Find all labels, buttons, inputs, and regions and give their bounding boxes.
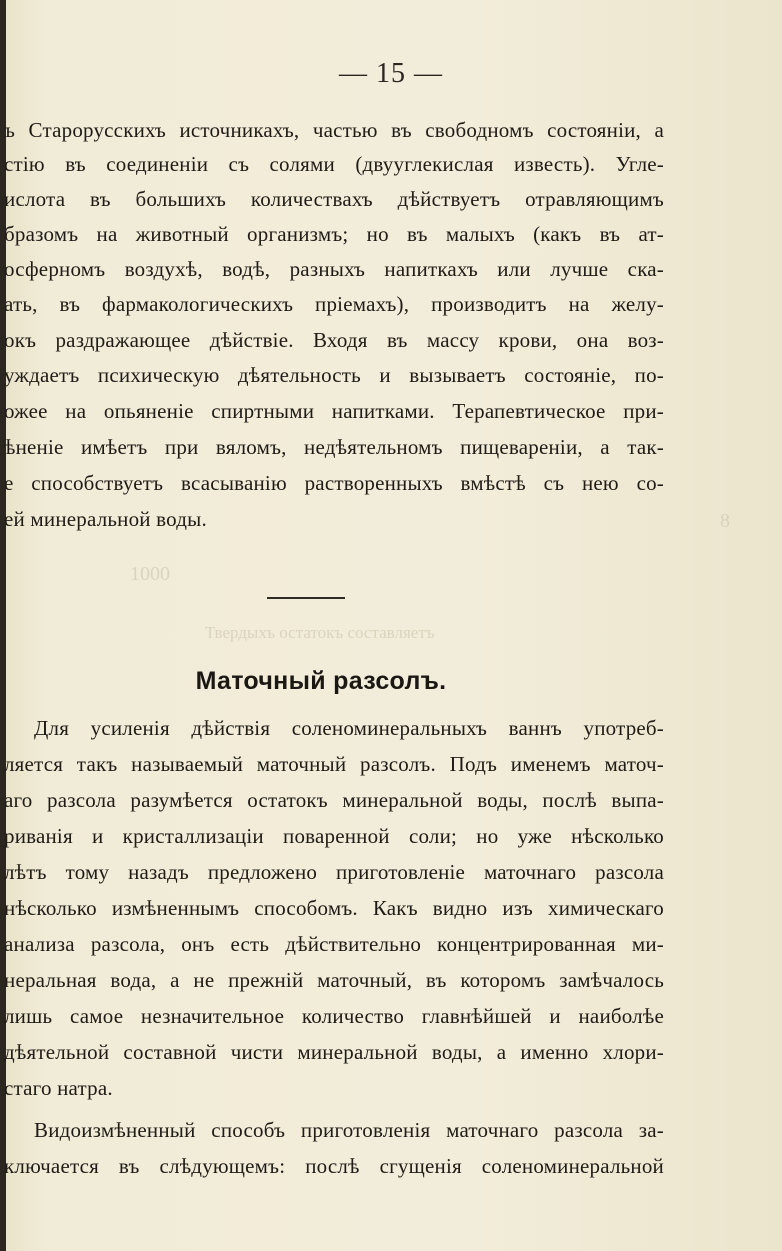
text-line: Для усиленія дѣйствія соленоминеральныхъ ваннъ употреб- [34, 716, 664, 740]
text-line: ей минеральной воды. [4, 507, 207, 531]
text-line: ислота въ большихъ количествахъ дѣйствуетъ отравляющимъ [4, 187, 664, 211]
text-line: стію въ соединеніи съ солями (двууглекислая известь). Угле- [4, 152, 664, 176]
text-line: е способствуетъ всасыванію растворенныхъ вмѣстѣ съ нею со- [4, 471, 664, 495]
text-line: окъ раздражающее дѣйствіе. Входя въ массу крови, она воз- [4, 328, 664, 352]
text-line: риванія и кристаллизаціи поваренной соли; но уже нѣсколько [4, 824, 664, 848]
text-line: ожее на опьяненіе спиртными напитками. Терапевтическое при- [4, 399, 664, 423]
text-line: нѣсколько измѣненнымъ способомъ. Какъ видно изъ химическаго [4, 896, 664, 920]
text-line: ѣненіе имѣетъ при вяломъ, недѣятельномъ пищевареніи, а так- [4, 435, 664, 459]
text-line: неральная вода, а не прежній маточный, въ которомъ замѣчалось [4, 968, 664, 992]
text-line: лѣтъ тому назадъ предложено приготовленіе маточнаго разсола [4, 860, 664, 884]
show-through-text: Твердыхъ остатокъ составляетъ [205, 623, 435, 642]
section-heading: Маточный разсолъ. [195, 667, 447, 695]
text-line: ать, въ фармакологическихъ пріемахъ), производитъ на желу- [4, 292, 664, 316]
show-through-digit: 8 [720, 510, 730, 532]
text-line: лишь самое незначительное количество главнѣйшей и наиболѣе [4, 1004, 664, 1028]
text-line: осферномъ воздухѣ, водѣ, разныхъ напиткахъ или лучше ска- [4, 257, 664, 281]
text-line: ъ Старорусскихъ источникахъ, частью въ свободномъ состояніи, а [4, 118, 664, 142]
text-line: анализа разсола, онъ есть дѣйствительно концентрированная ми- [4, 932, 664, 956]
text-line: ключается въ слѣдующемъ: послѣ сгущенія соленоминеральной [4, 1154, 664, 1178]
text-line: бразомъ на животный организмъ; но въ малыхъ (какъ въ ат- [4, 222, 664, 246]
show-through-number: 1000 [130, 563, 170, 585]
text-line: Видоизмѣненный способъ приготовленія маточнаго разсола за- [34, 1118, 664, 1142]
text-line: ляется такъ называемый маточный разсолъ. Подъ именемъ маточ- [4, 752, 664, 776]
text-line: аго разсола разумѣется остатокъ минеральной воды, послѣ выпа- [4, 788, 664, 812]
page-number: — 15 — [339, 58, 443, 89]
section-divider [267, 597, 345, 599]
text-line: уждаетъ психическую дѣятельность и вызываетъ состояніе, по- [4, 363, 664, 387]
text-line: дѣятельной составной чисти минеральной воды, а именно хлори- [4, 1040, 664, 1064]
text-line: стаго натра. [4, 1076, 113, 1100]
